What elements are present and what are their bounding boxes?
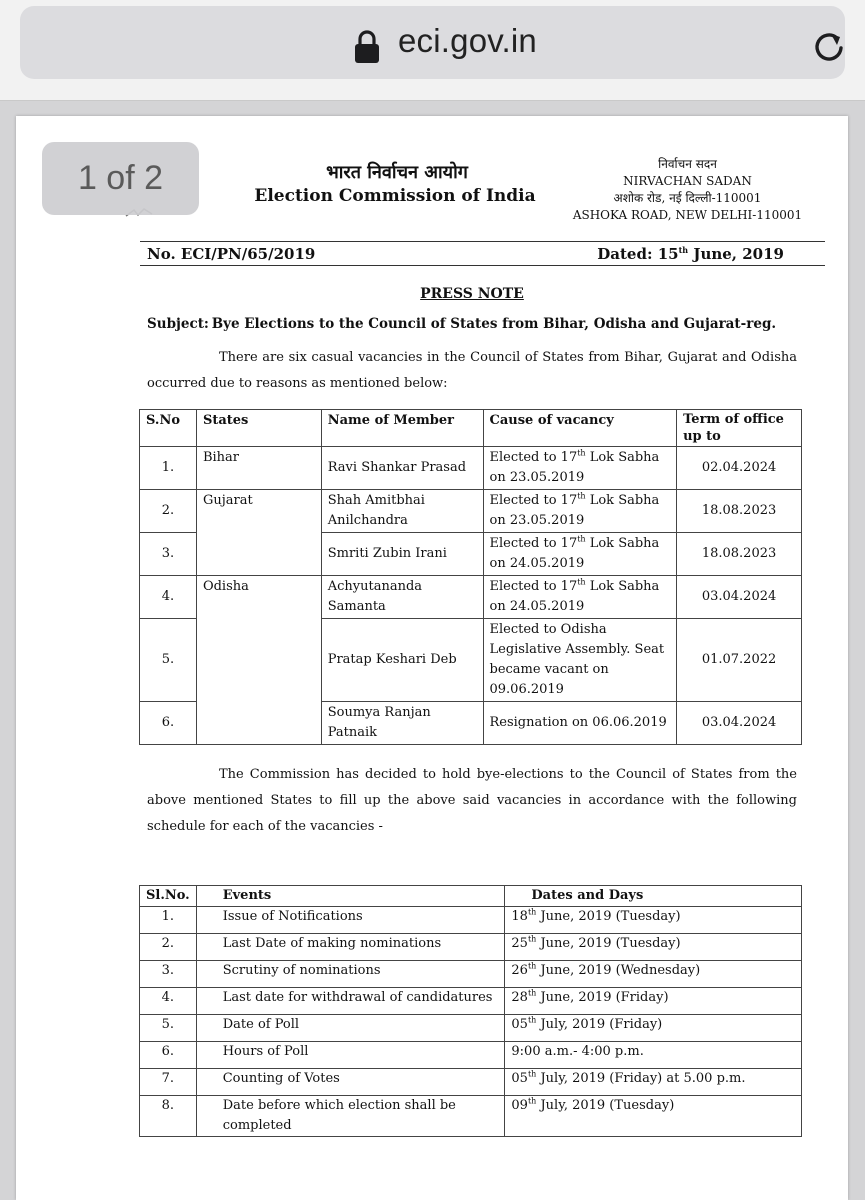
date-sup: th — [527, 907, 537, 917]
table-header-row — [140, 886, 802, 907]
schedule-table — [139, 885, 802, 1137]
divider — [140, 241, 825, 242]
state-cell: Odisha — [196, 576, 321, 745]
event-cell: Hours of Poll — [196, 1042, 505, 1069]
column-header: S.No — [140, 410, 197, 447]
member-cell: Achyutananda Samanta — [321, 576, 483, 619]
date-cell — [505, 988, 802, 1015]
date-text: June, 2019 (Tuesday) — [536, 909, 681, 924]
reload-icon[interactable] — [810, 28, 848, 66]
event-cell: Scrutiny of nominations — [196, 961, 505, 988]
sl-cell: 5. — [140, 1015, 197, 1042]
event-cell: Date of Poll — [196, 1015, 505, 1042]
sl-cell: 3. — [140, 961, 197, 988]
date-cell — [505, 1015, 802, 1042]
member-cell: Pratap Keshari Deb — [321, 619, 483, 702]
sno-cell: 2. — [140, 490, 197, 533]
address-bar[interactable] — [20, 6, 845, 79]
subject-text: Bye Elections to the Council of States from Bihar, Odisha and Gujarat-reg. — [211, 316, 777, 332]
date-cell — [505, 961, 802, 988]
date-text: June, 2019 (Wednesday) — [536, 963, 701, 978]
press-note-heading: PRESS NOTE — [420, 286, 524, 302]
sl-cell: 8. — [140, 1096, 197, 1137]
url-text[interactable]: eci.gov.in — [398, 22, 537, 59]
table-row — [140, 576, 802, 619]
date-text: 09 — [511, 1098, 528, 1113]
date-cell — [505, 1069, 802, 1096]
date-sup: th — [527, 1096, 537, 1106]
english-title: Election Commission of India — [254, 186, 536, 206]
table-row — [140, 934, 802, 961]
term-cell: 18.08.2023 — [677, 490, 802, 533]
cause-sup: th — [577, 577, 586, 587]
cause-text: Lok Sabha on 23.05.2019 — [489, 450, 660, 485]
cause-text: Elected to 17 — [489, 536, 578, 551]
date-prefix: Dated: 15 — [597, 245, 679, 263]
intro-paragraph — [147, 345, 797, 397]
date-sup: th — [527, 1015, 537, 1025]
date-text: 05 — [511, 1017, 528, 1032]
member-cell: Soumya Ranjan Patnaik — [321, 702, 483, 745]
cause-text: Elected to 17 — [489, 450, 578, 465]
cause-text: Lok Sabha on 24.05.2019 — [489, 536, 660, 571]
subject-line — [147, 316, 776, 332]
cause-cell — [483, 490, 677, 533]
table-row — [140, 907, 802, 934]
date-text: July, 2019 (Friday) at 5.00 p.m. — [536, 1071, 746, 1086]
reference-number: No. ECI/PN/65/2019 — [147, 245, 316, 263]
sl-cell: 1. — [140, 907, 197, 934]
vacancy-table — [139, 409, 802, 745]
date-cell — [505, 934, 802, 961]
event-cell: Last date for withdrawal of candidatures — [196, 988, 505, 1015]
intro-text: There are six casual vacancies in the Council of States from Bihar, Gujarat and Odisha occurred due to reasons as mentioned below: — [147, 350, 797, 391]
term-cell: 03.04.2024 — [677, 702, 802, 745]
member-cell: Smriti Zubin Irani — [321, 533, 483, 576]
sno-cell: 5. — [140, 619, 197, 702]
cause-text: Elected to 17 — [489, 493, 578, 508]
date-text: 05 — [511, 1071, 528, 1086]
event-cell: Counting of Votes — [196, 1069, 505, 1096]
date-cell — [505, 1096, 802, 1137]
table-row — [140, 961, 802, 988]
term-cell: 03.04.2024 — [677, 576, 802, 619]
column-header: Cause of vacancy — [483, 410, 677, 447]
sno-cell: 4. — [140, 576, 197, 619]
cause-sup: th — [577, 491, 586, 501]
event-cell: Issue of Notifications — [196, 907, 505, 934]
cause-sup: th — [577, 534, 586, 544]
table-row — [140, 1042, 802, 1069]
schedule-paragraph — [147, 762, 797, 840]
sl-cell: 7. — [140, 1069, 197, 1096]
column-header: Sl.No. — [140, 886, 197, 907]
sno-cell: 6. — [140, 702, 197, 745]
state-cell: Gujarat — [196, 490, 321, 576]
term-cell: 02.04.2024 — [677, 447, 802, 490]
address-line: अशोक रोड, नई दिल्ली-110001 — [613, 191, 762, 205]
date-text: July, 2019 (Tuesday) — [536, 1098, 675, 1113]
cause-cell — [483, 447, 677, 490]
divider — [140, 265, 825, 266]
lock-icon — [353, 30, 381, 64]
cause-cell: Resignation on 06.06.2019 — [483, 702, 677, 745]
table-row — [140, 490, 802, 533]
cause-sup: th — [577, 448, 586, 458]
cause-text: Elected to 17 — [489, 579, 578, 594]
sl-cell: 2. — [140, 934, 197, 961]
date-suffix: June, 2019 — [688, 245, 784, 263]
term-cell: 01.07.2022 — [677, 619, 802, 702]
date-text: 18 — [511, 909, 528, 924]
hindi-title: भारत निर्वाचन आयोग — [326, 162, 468, 183]
address-line: NIRVACHAN SADAN — [623, 174, 752, 188]
column-header: States — [196, 410, 321, 447]
date-cell — [505, 1042, 802, 1069]
sl-cell: 4. — [140, 988, 197, 1015]
event-cell: Date before which election shall be completed — [196, 1096, 505, 1137]
date-sup: th — [678, 245, 689, 255]
date-sup: th — [527, 961, 537, 971]
sno-cell: 3. — [140, 533, 197, 576]
member-cell: Shah Amitbhai Anilchandra — [321, 490, 483, 533]
address-line: निर्वाचन सदन — [658, 157, 717, 171]
column-header: Dates and Days — [505, 886, 802, 907]
column-header: Name of Member — [321, 410, 483, 447]
cause-text: Lok Sabha on 24.05.2019 — [489, 579, 660, 614]
date-text: July, 2019 (Friday) — [536, 1017, 663, 1032]
page-indicator: 1 of 2 — [42, 142, 199, 215]
browser-toolbar — [0, 0, 865, 101]
state-cell: Bihar — [196, 447, 321, 490]
cause-text: Lok Sabha on 23.05.2019 — [489, 493, 660, 528]
date-text: June, 2019 (Tuesday) — [536, 936, 681, 951]
term-cell: 18.08.2023 — [677, 533, 802, 576]
date-text: 25 — [511, 936, 528, 951]
column-header: Term of office up to — [677, 410, 802, 447]
table-row — [140, 447, 802, 490]
date-sup: th — [527, 934, 537, 944]
date-text: June, 2019 (Friday) — [536, 990, 669, 1005]
address-line: ASHOKA ROAD, NEW DELHI-110001 — [572, 208, 803, 222]
date-text: 28 — [511, 990, 528, 1005]
table-row — [140, 988, 802, 1015]
sl-cell: 6. — [140, 1042, 197, 1069]
table-row — [140, 1096, 802, 1137]
sno-cell: 1. — [140, 447, 197, 490]
subject-label: Subject: — [147, 316, 209, 332]
cause-cell: Elected to Odisha Legislative Assembly. Seat became vacant on 09.06.2019 — [483, 619, 677, 702]
table-row — [140, 1015, 802, 1042]
member-cell: Ravi Shankar Prasad — [321, 447, 483, 490]
column-header: Events — [196, 886, 505, 907]
schedule-intro-text: The Commission has decided to hold bye-elections to the Council of States from the above mentioned States to fill up the above said vacancies in accordance with the following schedule for each of the vacancies - — [147, 767, 797, 834]
table-header-row — [140, 410, 802, 447]
event-cell: Last Date of making nominations — [196, 934, 505, 961]
date-text: 26 — [511, 963, 528, 978]
date-sup: th — [527, 988, 537, 998]
date-text: 9:00 a.m.- 4:00 p.m. — [511, 1044, 644, 1059]
document-date — [560, 245, 784, 263]
cause-cell — [483, 576, 677, 619]
date-cell — [505, 907, 802, 934]
table-row — [140, 1069, 802, 1096]
date-sup: th — [527, 1069, 537, 1079]
cause-cell — [483, 533, 677, 576]
